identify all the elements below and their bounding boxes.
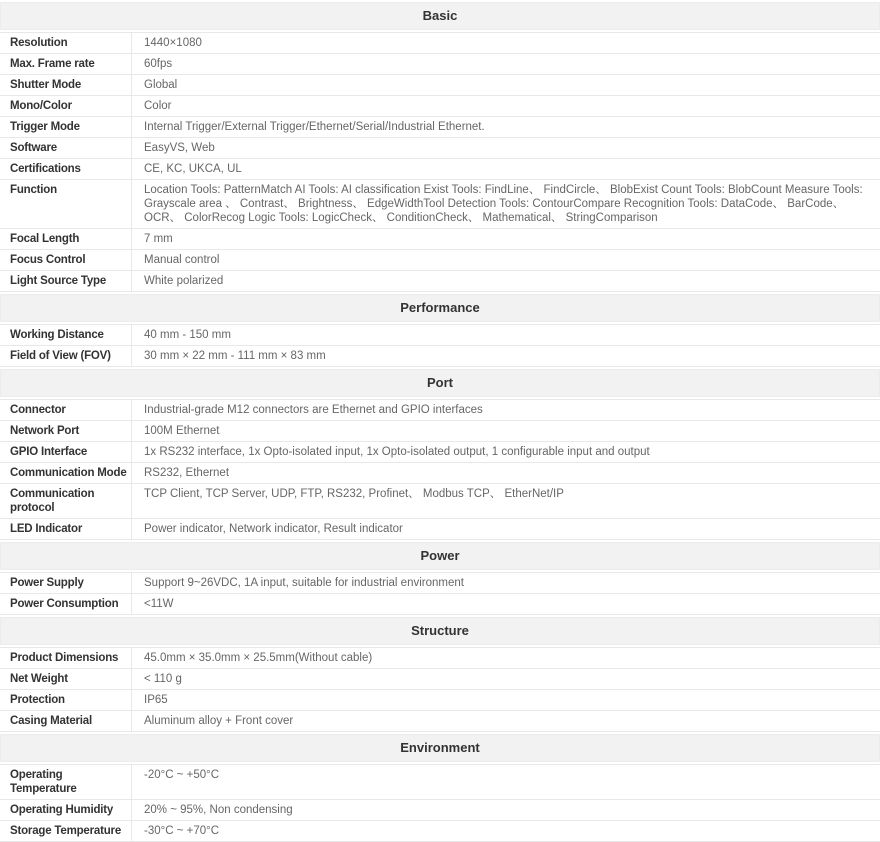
spec-value: EasyVS, Web	[144, 142, 215, 154]
spec-label: Working Distance	[0, 325, 132, 345]
spec-row	[0, 250, 880, 271]
spec-value: Location Tools: PatternMatch AI Tools: AI classification Exist Tools: FindLine、 FindCircle、 BlobExist Count Tools: BlobCount Measure Tools: Grayscale area 、 Contrast、 Brightness、 EdgeWidthTool Detection Tools: ContourCompare Recognition Tools: DataCode、 BarCode、 OCR、 ColorRecog Logic Tools: LogicCheck、 ConditionCheck、 Mathematical、 StringComparison	[144, 184, 863, 224]
spec-row	[0, 180, 880, 229]
spec-row	[0, 138, 880, 159]
spec-value: Industrial-grade M12 connectors are Ethernet and GPIO interfaces	[144, 404, 483, 416]
spec-row	[0, 463, 880, 484]
spec-section	[0, 369, 880, 540]
spec-row	[0, 325, 880, 346]
section-header-structure: Structure	[0, 617, 880, 645]
spec-value: 40 mm - 150 mm	[144, 329, 231, 341]
spec-label: Storage Temperature	[0, 821, 132, 841]
spec-label: Power Supply	[0, 573, 132, 593]
spec-value: 30 mm × 22 mm - 111 mm × 83 mm	[144, 350, 326, 362]
spec-value: White polarized	[144, 275, 224, 287]
spec-label: Power Consumption	[0, 594, 132, 614]
spec-row	[0, 690, 880, 711]
section-rows	[0, 764, 880, 842]
spec-label: Resolution	[0, 33, 132, 53]
spec-row	[0, 159, 880, 180]
spec-value: <11W	[144, 598, 174, 610]
spec-value: RS232, Ethernet	[144, 467, 230, 479]
spec-row	[0, 346, 880, 367]
spec-row	[0, 484, 880, 519]
spec-label: LED Indicator	[0, 519, 132, 539]
spec-value: 1x RS232 interface, 1x Opto-isolated input, 1x Opto-isolated output, 1 configurable input and output	[144, 446, 650, 458]
spec-value: Color	[144, 100, 172, 112]
spec-row	[0, 229, 880, 250]
spec-label: Communication Mode	[0, 463, 132, 483]
spec-value: Internal Trigger/External Trigger/Ethernet/Serial/Industrial Ethernet.	[144, 121, 485, 133]
spec-section	[0, 294, 880, 367]
spec-label: Protection	[0, 690, 132, 710]
spec-label: Software	[0, 138, 132, 158]
spec-row	[0, 75, 880, 96]
spec-label: Focus Control	[0, 250, 132, 270]
spec-label: GPIO Interface	[0, 442, 132, 462]
spec-row	[0, 765, 880, 800]
section-header-environment: Environment	[0, 734, 880, 762]
spec-section	[0, 734, 880, 842]
spec-value: 100M Ethernet	[144, 425, 220, 437]
spec-value: -30°C ~ +70°C	[144, 825, 220, 837]
spec-label: Mono/Color	[0, 96, 132, 116]
spec-value: Power indicator, Network indicator, Result indicator	[144, 523, 403, 535]
spec-value: Manual control	[144, 254, 220, 266]
spec-label: Casing Material	[0, 711, 132, 731]
spec-row	[0, 821, 880, 842]
spec-label: Focal Length	[0, 229, 132, 249]
spec-value: IP65	[144, 694, 168, 706]
spec-value: Aluminum alloy + Front cover	[144, 715, 294, 727]
section-header-port: Port	[0, 369, 880, 397]
spec-row	[0, 573, 880, 594]
spec-value: 45.0mm × 35.0mm × 25.5mm(Without cable)	[144, 652, 373, 664]
section-header-power: Power	[0, 542, 880, 570]
spec-section	[0, 2, 880, 292]
spec-row	[0, 54, 880, 75]
spec-label: Light Source Type	[0, 271, 132, 291]
spec-row	[0, 400, 880, 421]
spec-label: Certifications	[0, 159, 132, 179]
spec-row	[0, 594, 880, 615]
section-header-performance: Performance	[0, 294, 880, 322]
spec-value: Global	[144, 79, 178, 91]
spec-label: Operating Humidity	[0, 800, 132, 820]
spec-row	[0, 711, 880, 732]
spec-row	[0, 442, 880, 463]
spec-row	[0, 519, 880, 540]
spec-value: Support 9~26VDC, 1A input, suitable for industrial environment	[144, 577, 464, 589]
spec-row	[0, 271, 880, 292]
section-rows	[0, 572, 880, 615]
spec-label: Max. Frame rate	[0, 54, 132, 74]
spec-value: < 110 g	[144, 673, 182, 685]
spec-row	[0, 669, 880, 690]
spec-row	[0, 33, 880, 54]
spec-row	[0, 96, 880, 117]
spec-value: 20% ~ 95%, Non condensing	[144, 804, 293, 816]
spec-label: Net Weight	[0, 669, 132, 689]
spec-label: Product Dimensions	[0, 648, 132, 668]
spec-label: Network Port	[0, 421, 132, 441]
spec-section	[0, 542, 880, 615]
spec-value: CE, KC, UKCA, UL	[144, 163, 242, 175]
spec-section	[0, 617, 880, 732]
spec-label: Function	[0, 180, 132, 228]
spec-label: Field of View (FOV)	[0, 346, 132, 366]
spec-label: Communication protocol	[0, 484, 132, 518]
spec-value: -20°C ~ +50°C	[144, 769, 220, 781]
spec-row	[0, 800, 880, 821]
spec-label: Operating Temperature	[0, 765, 132, 799]
spec-row	[0, 421, 880, 442]
section-rows	[0, 399, 880, 540]
spec-label: Connector	[0, 400, 132, 420]
section-header-basic: Basic	[0, 2, 880, 30]
spec-value: TCP Client, TCP Server, UDP, FTP, RS232, Profinet、 Modbus TCP、 EtherNet/IP	[144, 488, 564, 500]
spec-value: 7 mm	[144, 233, 173, 245]
section-rows	[0, 324, 880, 367]
spec-label: Shutter Mode	[0, 75, 132, 95]
spec-value: 1440×1080	[144, 37, 202, 49]
spec-row	[0, 648, 880, 669]
spec-table	[0, 2, 880, 842]
spec-row	[0, 117, 880, 138]
section-rows	[0, 32, 880, 292]
spec-label: Trigger Mode	[0, 117, 132, 137]
section-rows	[0, 647, 880, 732]
spec-value: 60fps	[144, 58, 173, 70]
